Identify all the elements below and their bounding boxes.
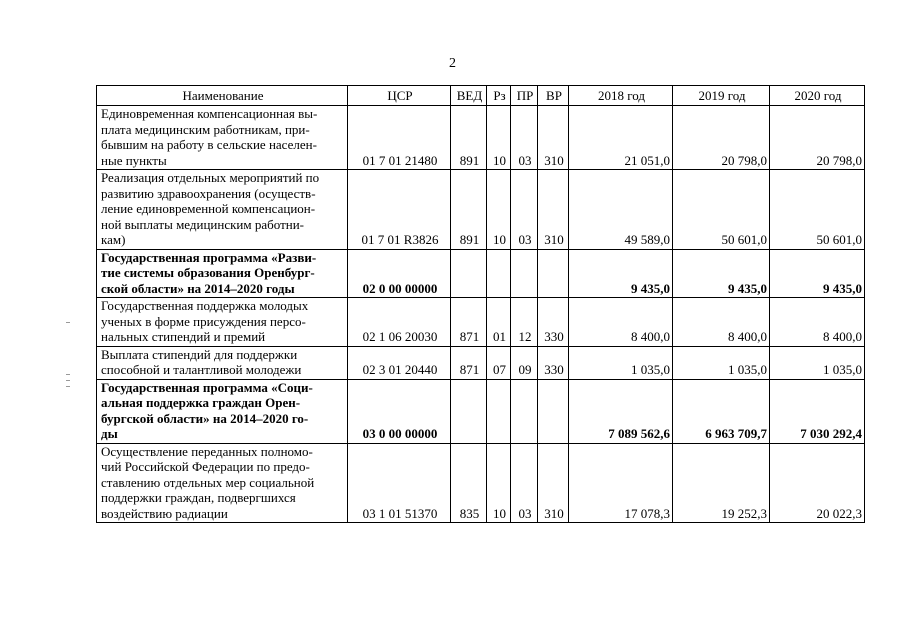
margin-mark: [66, 386, 70, 387]
row-2018: 8 400,0: [569, 298, 673, 347]
table-row: [97, 298, 865, 347]
margin-mark: [66, 322, 70, 323]
row-2018: 49 589,0: [569, 170, 673, 250]
row-2019: 9 435,0: [673, 249, 770, 298]
margin-mark: [66, 374, 70, 375]
row-rz: 07: [487, 346, 511, 379]
column-header-2018: 2018 год: [569, 86, 673, 106]
row-vr: [538, 249, 569, 298]
row-rz: 01: [487, 298, 511, 347]
row-pr: 12: [511, 298, 538, 347]
row-name: Реализация отдельных мероприятий по развитию здравоохранения (осуществ- ление единовременной компенсацион- ной выплаты медицинским работни- кам): [97, 170, 348, 250]
row-rz: 10: [487, 443, 511, 523]
row-vr: 330: [538, 298, 569, 347]
row-2018: 7 089 562,6: [569, 379, 673, 443]
row-pr: [511, 379, 538, 443]
row-2020: 7 030 292,4: [770, 379, 865, 443]
row-2019: 20 798,0: [673, 106, 770, 170]
row-csr: 02 3 01 20440: [348, 346, 451, 379]
row-ved: 871: [451, 346, 487, 379]
column-header-2019: 2019 год: [673, 86, 770, 106]
row-name: Государственная программа «Соци- альная поддержка граждан Орен- бургской области» на 2014–2020 го- ды: [97, 379, 348, 443]
row-name: Осуществление переданных полномо- чий Российской Федерации по предо- ставлению отдельных мер социальной поддержки граждан, подвергшихся воздействию радиации: [97, 443, 348, 523]
row-2018: 21 051,0: [569, 106, 673, 170]
row-csr: 02 1 06 20030: [348, 298, 451, 347]
row-2018: 9 435,0: [569, 249, 673, 298]
row-rz: 10: [487, 106, 511, 170]
row-pr: [511, 249, 538, 298]
row-name: Государственная программа «Разви- тие системы образования Оренбург- ской области» на 2014–2020 годы: [97, 249, 348, 298]
row-2020: 8 400,0: [770, 298, 865, 347]
row-2019: 8 400,0: [673, 298, 770, 347]
row-2019: 50 601,0: [673, 170, 770, 250]
column-header-vr: ВР: [538, 86, 569, 106]
row-ved: 835: [451, 443, 487, 523]
row-ved: [451, 249, 487, 298]
column-header-ved: ВЕД: [451, 86, 487, 106]
row-2018: 1 035,0: [569, 346, 673, 379]
row-name: Единовременная компенсационная вы- плата медицинским работникам, при- бывшим на работу в сельские населен- ные пункты: [97, 106, 348, 170]
row-csr: 01 7 01 R3826: [348, 170, 451, 250]
table-row: [97, 170, 865, 250]
column-header-rz: Рз: [487, 86, 511, 106]
row-2020: 1 035,0: [770, 346, 865, 379]
row-pr: 03: [511, 170, 538, 250]
row-ved: 891: [451, 170, 487, 250]
table-row: [97, 346, 865, 379]
row-pr: 03: [511, 106, 538, 170]
column-header-2020: 2020 год: [770, 86, 865, 106]
row-2020: 20 798,0: [770, 106, 865, 170]
row-pr: 09: [511, 346, 538, 379]
row-2019: 19 252,3: [673, 443, 770, 523]
margin-mark: [66, 380, 70, 381]
table-row: [97, 106, 865, 170]
row-csr: 03 0 00 00000: [348, 379, 451, 443]
row-2020: 20 022,3: [770, 443, 865, 523]
column-header-pr: ПР: [511, 86, 538, 106]
table-row-program: [97, 379, 865, 443]
row-name: Выплата стипендий для поддержки способной и талантливой молодежи: [97, 346, 348, 379]
table-header-row: [97, 86, 865, 106]
row-vr: 310: [538, 106, 569, 170]
row-2020: 9 435,0: [770, 249, 865, 298]
row-pr: 03: [511, 443, 538, 523]
row-rz: [487, 379, 511, 443]
row-rz: [487, 249, 511, 298]
row-csr: 03 1 01 51370: [348, 443, 451, 523]
row-vr: 330: [538, 346, 569, 379]
row-2020: 50 601,0: [770, 170, 865, 250]
row-2019: 6 963 709,7: [673, 379, 770, 443]
row-vr: [538, 379, 569, 443]
column-header-name: Наименование: [97, 86, 348, 106]
row-rz: 10: [487, 170, 511, 250]
row-ved: [451, 379, 487, 443]
row-name: Государственная поддержка молодых ученых в форме присуждения персо- нальных стипендий и премий: [97, 298, 348, 347]
budget-table: [96, 85, 865, 523]
row-vr: 310: [538, 170, 569, 250]
row-ved: 871: [451, 298, 487, 347]
row-vr: 310: [538, 443, 569, 523]
row-2018: 17 078,3: [569, 443, 673, 523]
table-row: [97, 443, 865, 523]
table-row-program: [97, 249, 865, 298]
row-csr: 02 0 00 00000: [348, 249, 451, 298]
column-header-csr: ЦСР: [348, 86, 451, 106]
row-2019: 1 035,0: [673, 346, 770, 379]
page-number: 2: [449, 56, 456, 71]
row-ved: 891: [451, 106, 487, 170]
row-csr: 01 7 01 21480: [348, 106, 451, 170]
